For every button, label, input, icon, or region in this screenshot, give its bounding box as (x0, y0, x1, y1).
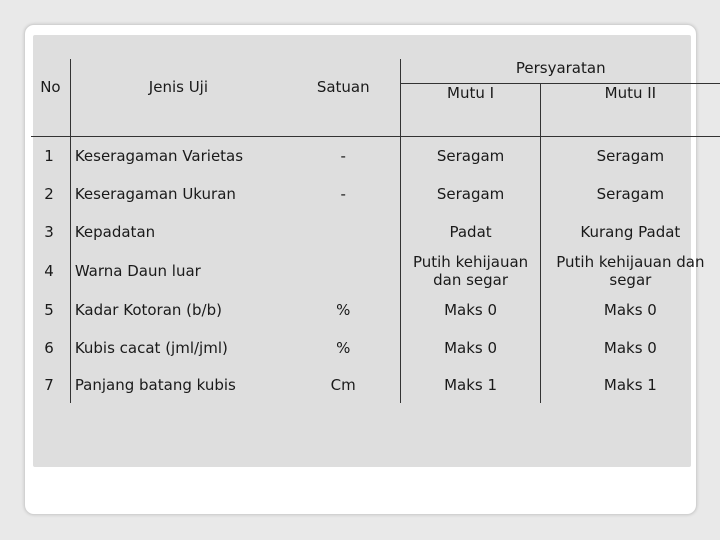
cell-jenis-uji: Panjang batang kubis (74, 376, 236, 394)
cell-satuan: - (286, 137, 401, 176)
cell-mutu-2: Seragam (596, 147, 665, 165)
cell-satuan (286, 213, 401, 251)
header-no: No (31, 59, 70, 137)
cell-mutu-2: Putih kehijauan dan segar (556, 253, 705, 289)
cell-jenis-uji: Keseragaman Varietas (74, 147, 244, 165)
cell-mutu-1: Seragam (401, 175, 540, 213)
cell-jenis-uji: Kubis cacat (jml/jml) (74, 339, 228, 357)
table-header-row (31, 59, 720, 84)
cell-satuan (286, 251, 401, 291)
cell-satuan: Cm (286, 367, 401, 403)
header-satuan: Satuan (286, 59, 401, 137)
table-row (31, 175, 720, 213)
cell-mutu-1: Padat (401, 213, 540, 251)
cell-jenis-uji: Warna Daun luar (74, 262, 201, 280)
cell-mutu-1: Seragam (401, 137, 540, 176)
table-row (31, 213, 720, 251)
table-row (31, 137, 720, 176)
cell-no: 5 (31, 291, 70, 329)
table-row (31, 291, 720, 329)
table-row (31, 367, 720, 403)
cell-no: 1 (31, 137, 70, 176)
cell-mutu-2: Maks 1 (603, 376, 657, 394)
cell-mutu-2: Maks 0 (603, 339, 657, 357)
quality-requirements-table (31, 59, 720, 403)
cell-no: 7 (31, 367, 70, 403)
cell-mutu-2: Maks 0 (603, 301, 657, 319)
cell-jenis-uji: Kadar Kotoran (b/b) (74, 301, 222, 319)
header-jenis-uji: Jenis Uji (148, 78, 209, 96)
table-row (31, 329, 720, 367)
cell-mutu-1: Maks 0 (401, 329, 540, 367)
table-row (31, 251, 720, 291)
header-persyaratan: Persyaratan (401, 59, 720, 84)
cell-jenis-uji: Keseragaman Ukuran (74, 185, 236, 203)
cell-mutu-2: Seragam (596, 185, 665, 203)
header-mutu-2: Mutu II (604, 84, 657, 102)
cell-no: 4 (31, 251, 70, 291)
cell-mutu-1: Maks 1 (401, 367, 540, 403)
header-mutu-1: Mutu I (401, 84, 540, 137)
cell-mutu-1: Maks 0 (401, 291, 540, 329)
cell-no: 2 (31, 175, 70, 213)
cell-mutu-1: Putih kehijauan dan segar (401, 251, 540, 291)
cell-satuan: % (286, 329, 401, 367)
cell-no: 3 (31, 213, 70, 251)
cell-satuan: - (286, 175, 401, 213)
cell-mutu-2: Kurang Padat (580, 223, 681, 241)
cell-no: 6 (31, 329, 70, 367)
cell-jenis-uji: Kepadatan (74, 223, 156, 241)
cell-satuan: % (286, 291, 401, 329)
